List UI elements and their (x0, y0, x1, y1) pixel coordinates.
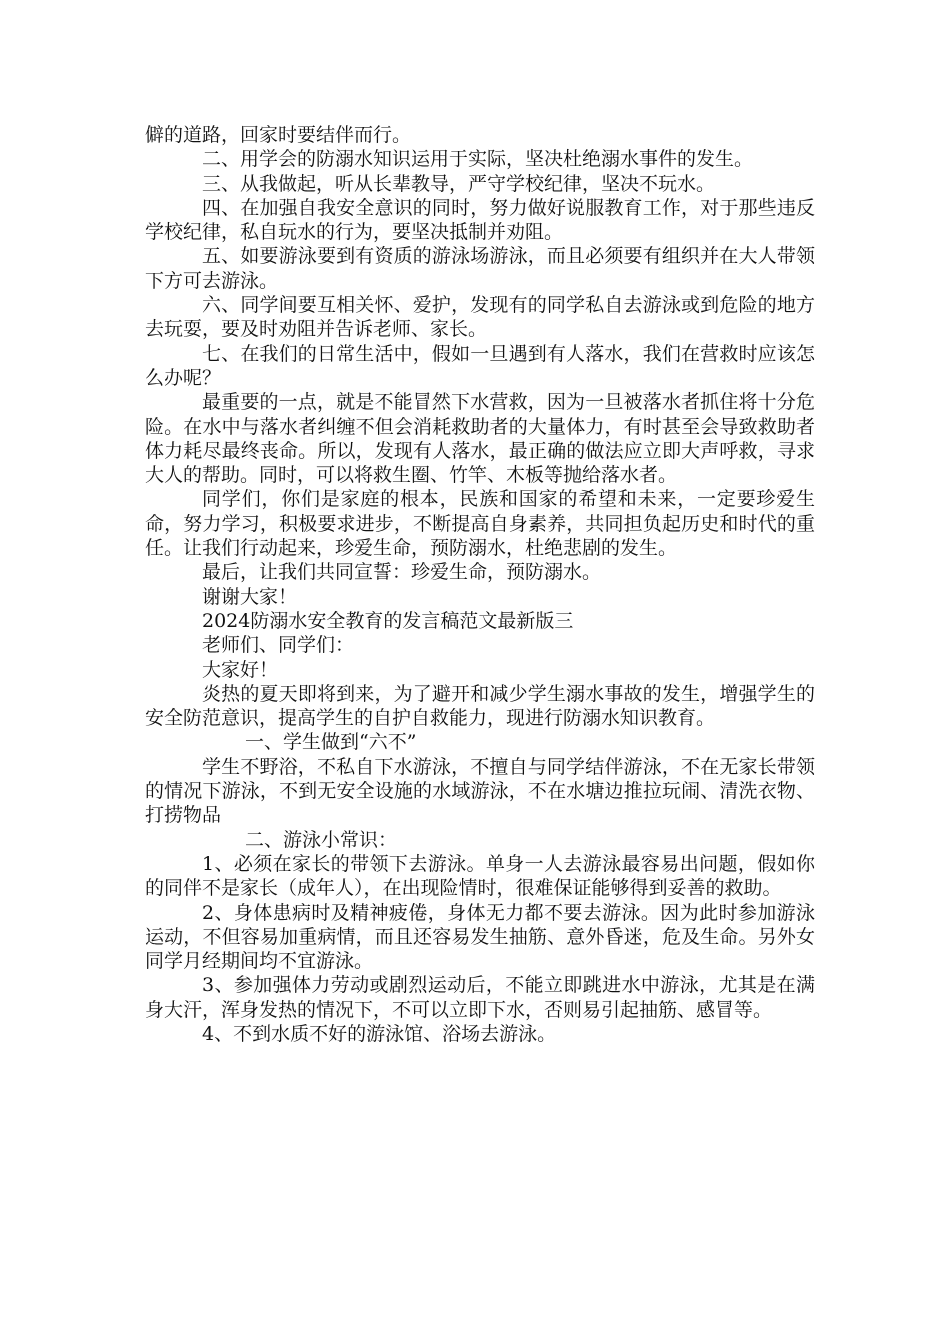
section-title: 2024防溺水安全教育的发言稿范文最新版三 (202, 609, 574, 632)
paragraph: 炎热的夏天即将到来，为了避开和减少学生溺水事故的发生，增强学生的安全防范意识，提高学生的自护自救能力，现进行防溺水知识教育。 (145, 682, 815, 730)
salutation: 老师们、同学们： (202, 634, 355, 657)
paragraph: 四、在加强自我安全意识的同时，努力做好说服教育工作，对于那些违反学校纪律，私自玩水的行为，要坚决抵制并劝阻。 (145, 196, 815, 244)
paragraph: 七、在我们的日常生活中，假如一旦遇到有人落水，我们在营救时应该怎么办呢？ (145, 342, 815, 389)
greeting: 大家好！ (202, 658, 279, 681)
subheading: 一、学生做到“六不” (245, 731, 417, 754)
paragraph: 1、必须在家长的带领下去游泳。单身一人去游泳最容易出问题，假如你的同伴不是家长（成年人），在出现险情时，很难保证能够得到妥善的救助。 (145, 852, 815, 900)
paragraph: 五、如要游泳要到有资质的游泳场游泳，而且必须要有组织并在大人带领下方可去游泳。 (145, 245, 815, 292)
paragraph: 学生不野浴，不私自下水游泳，不擅自与同学结伴游泳，不在无家长带领的情况下游泳，不到无安全设施的水域游泳，不在水塘边推拉玩闹、清洗衣物、打捞物品 (145, 755, 815, 827)
paragraph: 3、参加强体力劳动或剧烈运动后，不能立即跳进水中游泳，尤其是在满身大汗，浑身发热的情况下，不可以立即下水，否则易引起抽筋、感冒等。 (145, 974, 815, 1021)
paragraph: 最重要的一点，就是不能冒然下水营救，因为一旦被落水者抓住将十分危险。在水中与落水者纠缠不但会消耗救助者的大量体力，有时甚至会导致救助者体力耗尽最终丧命。所以，发现有人落水，最正确的做法应立即大声呼救，寻求大人的帮助。同时，可以将救生圈、竹竿、木板等抛给落水者。 (145, 391, 815, 487)
paragraph: 三、从我做起，听从长辈教导，严守学校纪律，坚决不玩水。 (202, 172, 716, 195)
paragraph: 僻的道路，回家时要结伴而行。 (145, 124, 412, 146)
paragraph: 同学们，你们是家庭的根本，民族和国家的希望和未来，一定要珍爱生命，努力学习，积极要求进步，不断提高自身素养，共同担负起历史和时代的重任。让我们行动起来，珍爱生命，预防溺水，杜绝悲剧的发生。 (145, 488, 815, 560)
paragraph: 4、不到水质不好的游泳馆、浴场去游泳。 (202, 1022, 557, 1045)
paragraph: 谢谢大家！ (202, 585, 298, 608)
paragraph: 二、用学会的防溺水知识运用于实际，坚决杜绝溺水事件的发生。 (202, 148, 754, 171)
subheading: 二、游泳小常识： (245, 828, 398, 851)
paragraph: 最后，让我们共同宣誓：珍爱生命，预防溺水。 (202, 561, 602, 584)
paragraph: 六、同学间要互相关怀、爱护，发现有的同学私自去游泳或到危险的地方去玩耍，要及时劝阻并告诉老师、家长。 (145, 294, 815, 341)
document-page (145, 123, 815, 1046)
paragraph: 2、身体患病时及精神疲倦，身体无力都不要去游泳。因为此时参加游泳运动，不但容易加重病情，而且还容易发生抽筋、意外昏迷，危及生命。另外女同学月经期间均不宜游泳。 (145, 901, 815, 973)
